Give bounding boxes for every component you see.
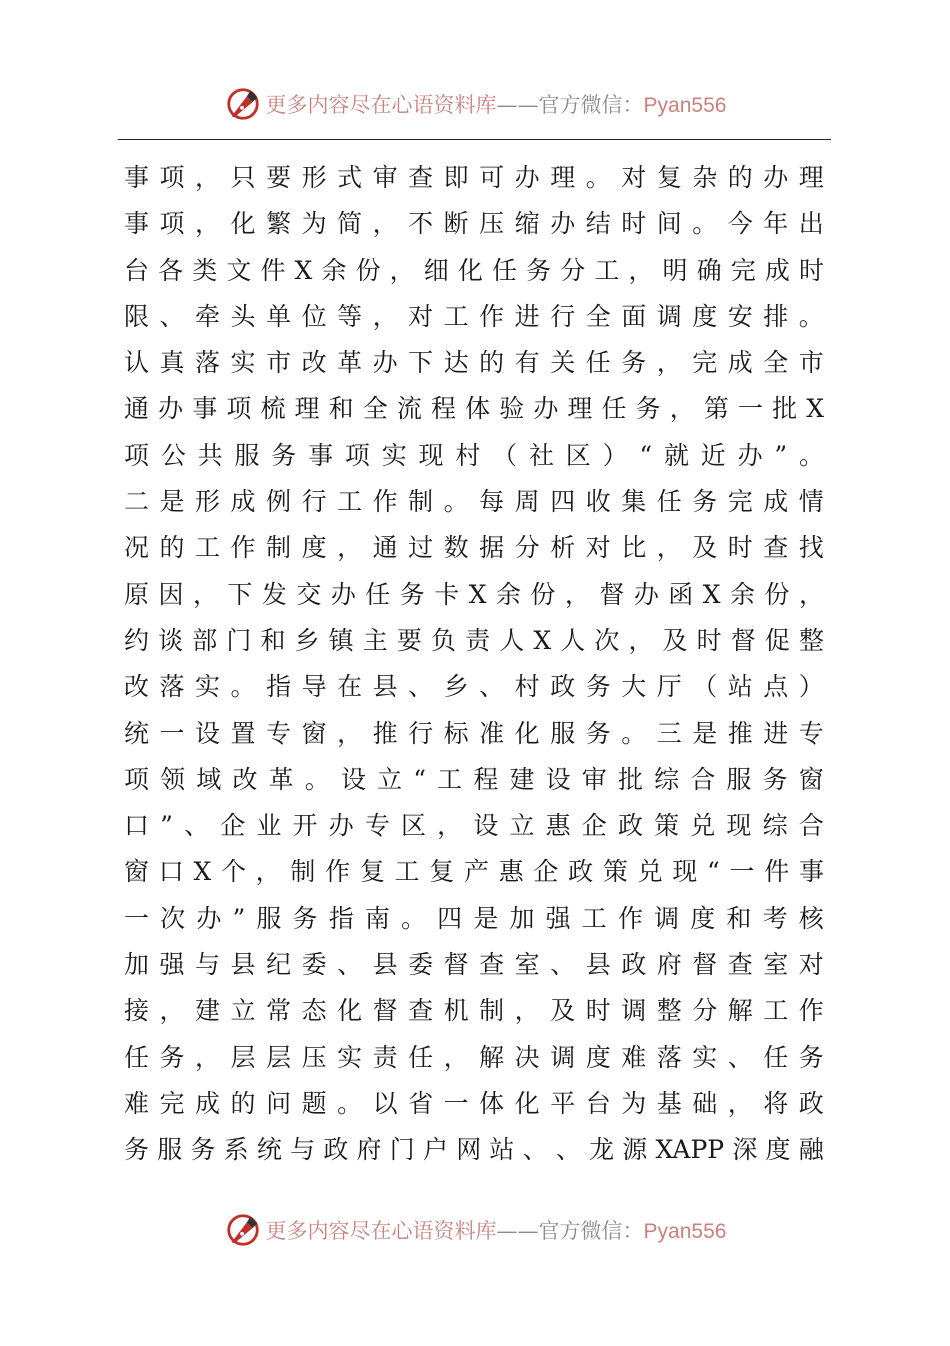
text-line: 二 是 形 成 例 行 工 作 制 。 每 周 四 收 集 任 务 完 成 情 (124, 487, 824, 517)
footer-banner (0, 1208, 950, 1252)
header-text (266, 89, 727, 119)
wechat-label: 官方微信： (538, 1219, 644, 1243)
site-name: 更多内容尽在心语资料库 (265, 1219, 497, 1243)
pen-nib-circle-icon (224, 1211, 262, 1249)
text-line: 事 项 ， 只 要 形 式 审 查 即 可 办 理 。 对 复 杂 的 办 理 (124, 163, 824, 192)
text-line: 一 次 办 ” 服 务 指 南 。 四 是 加 强 工 作 调 度 和 考 核 (124, 903, 824, 933)
header-banner (0, 82, 950, 126)
text-line: 改 落 实 。 指 导 在 县 、 乡 、 村 政 务 大 厅 （ 站 点 ） (124, 672, 824, 702)
text-line: 通 办 事 项 梳 理 和 全 流 程 体 验 办 理 任 务 ， 第 一 批 X (124, 394, 824, 424)
text-line: 加 强 与 县 纪 委 、 县 委 督 查 室 、 县 政 府 督 查 室 对 (124, 950, 824, 980)
text-line: 台 各 类 文 件 X 余 份 ， 细 化 任 务 分 工 ， 明 确 完 成 时 (124, 255, 824, 285)
dash: —— (496, 1219, 539, 1243)
text-line: 任 务 ， 层 层 压 实 责 任 ， 解 决 调 度 难 落 实 、 任 务 (124, 1042, 824, 1072)
text-line: 统 一 设 置 专 窗 ， 推 行 标 准 化 服 务 。 三 是 推 进 专 (124, 718, 824, 748)
site-name: 更多内容尽在心语资料库 (265, 93, 497, 117)
dash: —— (496, 93, 539, 117)
text-line: 窗 口 X 个 ， 制 作 复 工 复 产 惠 企 政 策 兑 现 “ 一 件 事 (124, 857, 824, 887)
text-line: 口 ” 、 企 业 开 办 专 区 ， 设 立 惠 企 政 策 兑 现 综 合 (124, 811, 824, 841)
wechat-id: Pyan556 (643, 1220, 727, 1243)
text-line: 限 、 牵 头 单 位 等 ， 对 工 作 进 行 全 面 调 度 安 排 。 (124, 301, 824, 331)
text-line: 接 ， 建 立 常 态 化 督 查 机 制 ， 及 时 调 整 分 解 工 作 (124, 996, 824, 1026)
footer-text (266, 1215, 727, 1245)
wechat-label: 官方微信： (538, 93, 644, 117)
text-line: 况 的 工 作 制 度 ， 通 过 数 据 分 析 对 比 ， 及 时 查 找 (124, 533, 824, 563)
text-line: 事 项 ， 化 繁 为 简 ， 不 断 压 缩 办 结 时 间 。 今 年 出 (124, 209, 824, 239)
wechat-id: Pyan556 (643, 94, 727, 117)
text-line: 约 谈 部 门 和 乡 镇 主 要 负 责 人 X 人 次 ， 及 时 督 促 整 (124, 625, 824, 655)
document-body (124, 155, 824, 1174)
text-line: 务 服 务 系 统 与 政 府 门 户 网 站 、 、 龙 源 XAPP 深 度 融 (124, 1135, 824, 1165)
header-divider (118, 139, 831, 140)
text-line: 认 真 落 实 市 改 革 办 下 达 的 有 关 任 务 ， 完 成 全 市 (124, 348, 824, 378)
text-line: 难 完 成 的 问 题 。 以 省 一 体 化 平 台 为 基 础 ， 将 政 (124, 1088, 824, 1118)
pen-nib-circle-icon (224, 85, 262, 123)
text-line: 项 领 域 改 革 。 设 立 “ 工 程 建 设 审 批 综 合 服 务 窗 (124, 764, 824, 794)
text-line: 项 公 共 服 务 事 项 实 现 村 （ 社 区 ） “ 就 近 办 ” 。 (124, 440, 824, 470)
text-line: 原 因 ， 下 发 交 办 任 务 卡 X 余 份 ， 督 办 函 X 余 份 ， (124, 579, 824, 609)
